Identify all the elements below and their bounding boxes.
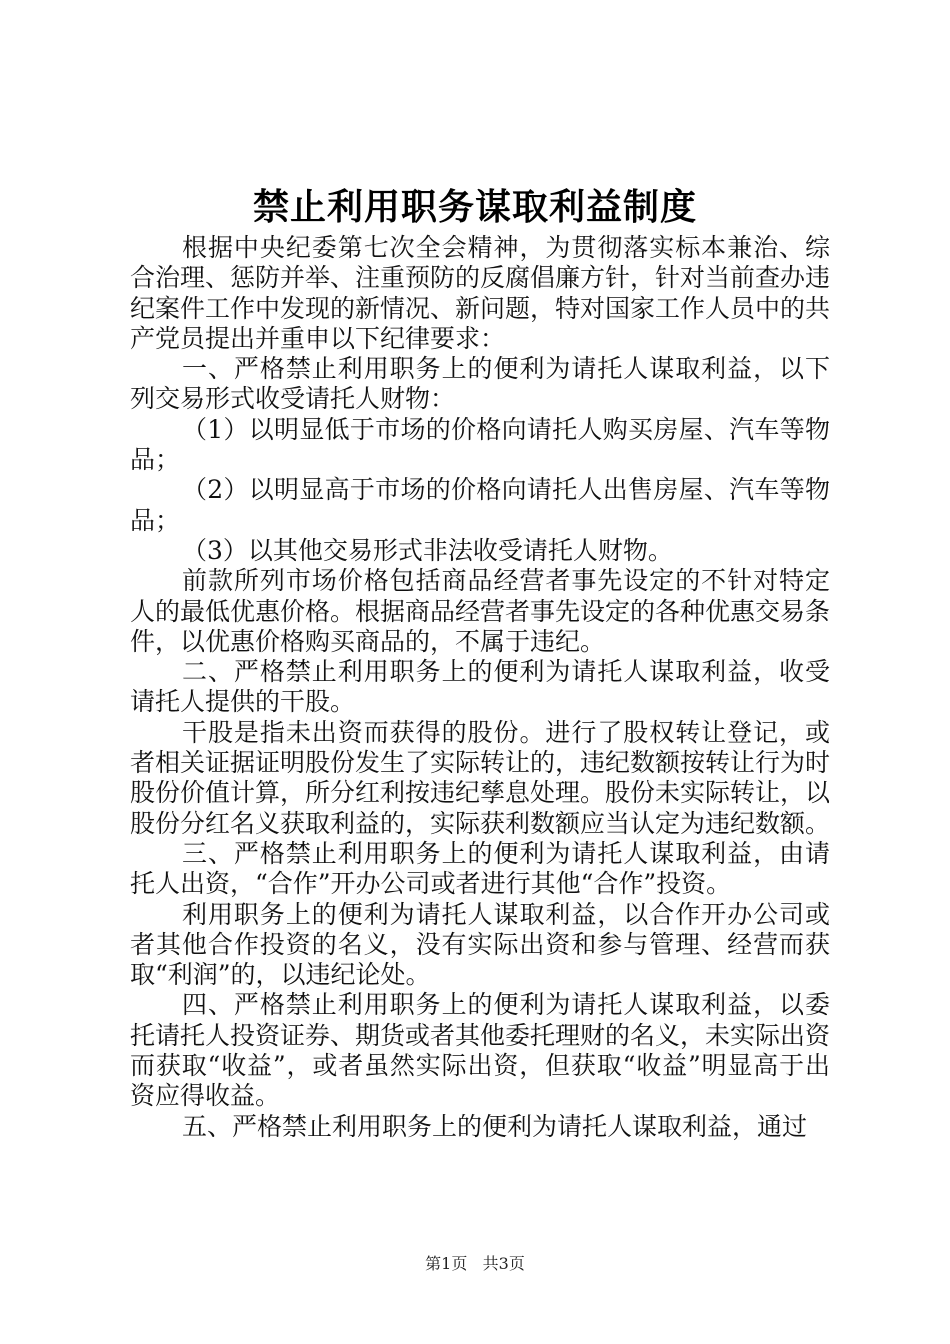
paragraph: 前款所列市场价格包括商品经营者事先设定的不针对特定人的最低优惠价格。根据商品经营者事先设定的各种优惠交易条件，以优惠价格购买商品的，不属于违纪。: [130, 566, 831, 656]
paragraph: （2）以明显高于市场的价格向请托人出售房屋、汽车等物品；: [130, 475, 830, 535]
paragraph: （3）以其他交易形式非法收受请托人财物。: [182, 535, 673, 565]
page-total: 共3页: [482, 1254, 525, 1273]
page-number: 第1页: [425, 1254, 468, 1273]
paragraph: 一、严格禁止利用职务上的便利为请托人谋取利益，以下列交易形式收受请托人财物：: [130, 354, 830, 414]
paragraph: 干股是指未出资而获得的股份。进行了股权转让登记，或者相关证据证明股份发生了实际转让的，违纪数额按转让行为时股份价值计算，所分红利按违纪孳息处理。股份未实际转让，以股份分红名义获取利益的，实际获利数额应当认定为违纪数额。: [130, 717, 831, 838]
paragraph: 五、严格禁止利用职务上的便利为请托人谋取利益，通过: [182, 1111, 808, 1141]
document-title: 禁止利用职务谋取利益制度: [252, 187, 697, 228]
page-separator: [472, 1254, 477, 1273]
paragraph: 三、严格禁止利用职务上的便利为请托人谋取利益，由请托人出资，“合作”开办公司或者进行其他“合作”投资。: [130, 838, 830, 899]
paragraph: 根据中央纪委第七次全会精神，为贯彻落实标本兼治、综合治理、惩防并举、注重预防的反腐倡廉方针，针对当前查办违纪案件工作中发现的新情况、新问题，特对国家工作人员中的共产党员提出并重申以下纪律要求：: [130, 233, 831, 353]
paragraph: 二、严格禁止利用职务上的便利为请托人谋取利益，收受请托人提供的干股。: [130, 657, 830, 717]
document-body: [130, 233, 830, 1142]
paragraph: （1）以明显低于市场的价格向请托人购买房屋、汽车等物品；: [130, 414, 830, 475]
paragraph: 利用职务上的便利为请托人谋取利益，以合作开办公司或者其他合作投资的名义，没有实际出资和参与管理、经营而获取“利润”的，以违纪论处。: [130, 899, 830, 990]
paragraph: 四、严格禁止利用职务上的便利为请托人谋取利益，以委托请托人投资证券、期货或者其他委托理财的名义，未实际出资而获取“收益”，或者虽然实际出资，但获取“收益”明显高于出资应得收益。: [130, 990, 831, 1111]
page-footer: [0, 1254, 950, 1274]
